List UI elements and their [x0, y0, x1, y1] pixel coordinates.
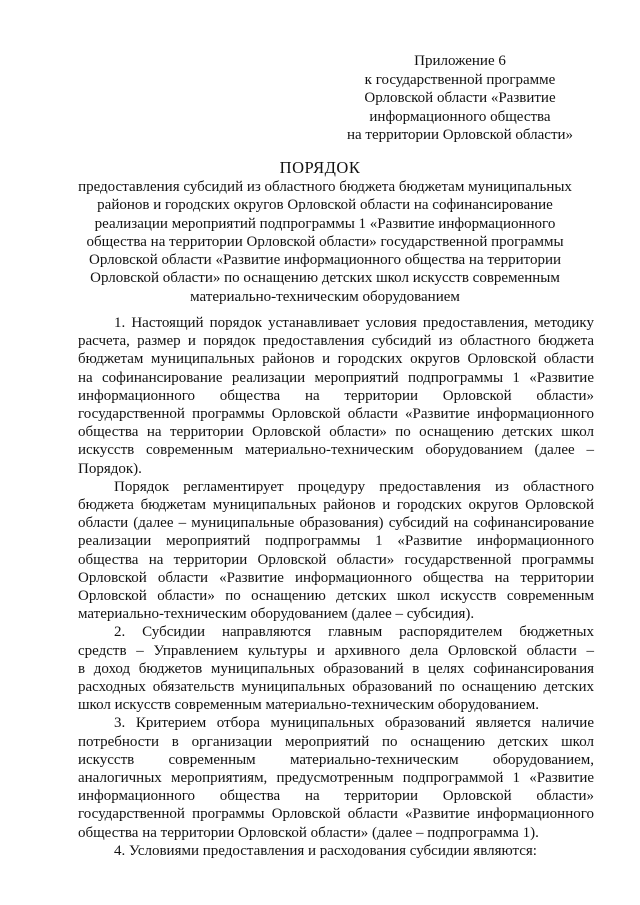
text-line: бюджетам муниципальных районов и городских округов Орловской области — [78, 351, 594, 368]
appendix-header — [330, 52, 590, 145]
text-line: расходных обязательств муниципальных образований по оснащению детских — [78, 679, 594, 696]
text-line: информационного общества на территории Орловской области» — [78, 788, 594, 805]
text-line: 1. Настоящий порядок устанавливает условия предоставления, методику — [114, 315, 594, 331]
document-title: ПОРЯДОК — [279, 158, 361, 177]
text-line: общества на территории Орловской области» государственной программы — [78, 551, 594, 568]
document-body — [78, 314, 594, 860]
appendix-line: Орловской области «Развитие — [364, 90, 556, 106]
text-line: области (далее – муниципальные образования) субсидий на софинансирование — [78, 515, 594, 532]
document-subtitle — [70, 178, 580, 306]
text-line: искусств современным материально-техническим оборудованием, — [78, 751, 594, 768]
subtitle-line: районов и городских округов Орловской области на софинансирование — [97, 197, 553, 214]
appendix-line: к государственной программе — [364, 71, 556, 88]
text-line: средств – Управлением культуры и архивного дела Орловской области – — [78, 642, 594, 659]
appendix-line: информационного общества — [369, 108, 551, 125]
text-line: 3. Критерием отбора муниципальных образований является наличие — [114, 715, 594, 732]
text-line: потребности в организации мероприятий по оснащению детских школ — [78, 733, 594, 750]
text-line: Орловской области «Развитие информационного общества на территории — [78, 569, 594, 586]
subtitle-line: реализации мероприятий подпрограммы 1 «Развитие информационного — [94, 215, 556, 232]
text-line: государственной программы Орловской области «Развитие информационного — [78, 806, 594, 823]
text-line: общества на территории Орловской области» по оснащению детских школ — [78, 424, 594, 441]
paragraph-4 — [78, 714, 594, 841]
subtitle-line: материально-техническим оборудованием — [190, 288, 460, 305]
text-line: школ искусств современным материально-техническим оборудованием. — [78, 697, 540, 714]
subtitle-line: общества на территории Орловской области» государственной программы — [86, 233, 564, 250]
text-line: 2. Субсидии направляются главным распорядителем бюджетных — [114, 624, 594, 641]
paragraph-5 — [78, 842, 594, 860]
text-line: расчета, размер и порядок предоставления субсидий из областного бюджета — [78, 333, 594, 350]
subtitle-line: предоставления субсидий из областного бюджета бюджетам муниципальных — [78, 179, 572, 195]
text-line: реализации мероприятий подпрограммы 1 «Развитие информационного — [78, 533, 594, 550]
text-line: материально-техническим оборудованием (далее – субсидия). — [78, 606, 475, 623]
text-line: информационного общества на территории Орловской области» — [78, 387, 594, 404]
text-line: Орловской области» по оснащению детских школ искусств современным — [78, 588, 594, 605]
text-line: Порядок регламентирует процедуру предоставления из областного — [114, 478, 594, 495]
text-line: Порядок). — [78, 460, 142, 477]
text-line: искусств современным материально-техническим оборудованием (далее – — [78, 442, 594, 459]
text-line: в доход бюджетов муниципальных образований в целях софинансирования — [78, 660, 594, 677]
text-line: на софинансирование реализации мероприятий подпрограммы 1 «Развитие — [78, 369, 594, 386]
text-line: аналогичных мероприятиям, предусмотренным подпрограммой 1 «Развитие — [78, 770, 594, 787]
paragraph-1 — [78, 314, 594, 478]
paragraph-3 — [78, 623, 594, 714]
subtitle-line: Орловской области» по оснащению детских школ искусств современным — [90, 270, 560, 287]
text-line: 4. Условиями предоставления и расходования субсидии являются: — [114, 842, 537, 859]
text-line: общества на территории Орловской области» (далее – подпрограмма 1). — [78, 824, 539, 841]
text-line: государственной программы Орловской области «Развитие информационного — [78, 406, 594, 423]
appendix-line: Приложение 6 — [414, 53, 506, 69]
appendix-line: на территории Орловской области» — [346, 127, 574, 143]
subtitle-line: Орловской области «Развитие информационного общества на территории — [88, 252, 562, 269]
paragraph-2 — [78, 478, 594, 624]
text-line: бюджета бюджетам муниципальных районов и городских округов Орловской — [78, 497, 594, 514]
